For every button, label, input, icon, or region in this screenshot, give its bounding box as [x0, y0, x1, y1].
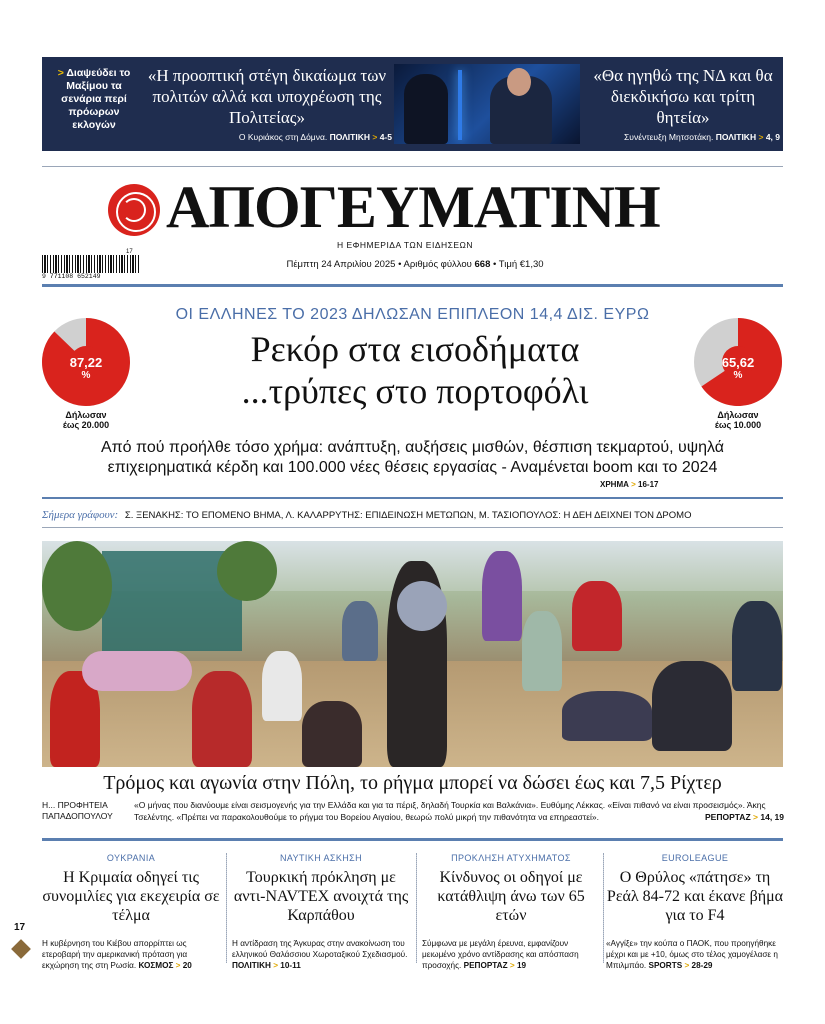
story-summary: Η αντίδραση της Άγκυρας στην ανακοίνωση του ελληνικού Θαλάσσιου Χωροταξικού Σχεδιασμού. ΠΟΛΙΤΙΚΗ > 10-11 [232, 939, 408, 970]
lead-headline[interactable]: Ρεκόρ στα εισοδήματα ...τρύπες στο πορτοφόλι [241, 329, 589, 411]
barcode: 17 9 771108 652149 [42, 255, 142, 281]
photo-story-quotes: «Ο μήνας που διανύουμε είναι σεισμογενής για την Ελλάδα και για τα πέριξ, δηλαδή Τουρκία και Βαλκάνια». Ευθύμης Λέκκας. «Είναι πιθανό να είναι προσεισμός». Άκης Τσελέντης. «Πρέπει να παρακολουθούμε το ρήγμα του Βορείου Αιγαίου, θεωρώ πολύ μικρή την πιθανότητα να επηρεαστεί». ΡΕΠΟΡΤΑΖ > 14, 19 [134, 800, 784, 822]
story-headline: Η Κριμαία οδηγεί τις συνομιλίες για εκεχειρία σε τέλμα [42, 869, 220, 924]
divider [42, 166, 783, 167]
diamond-icon [11, 939, 31, 959]
issue-info: Πέμπτη 24 Απριλίου 2025 • Αριθμός φύλλου 668 • Τιμή €1,30 [286, 259, 544, 270]
banner-quote-right[interactable]: «Θα ηγηθώ της ΝΔ και θα διεκδικήσω και τρίτη θητεία» [593, 66, 773, 127]
barcode-icon [42, 255, 140, 273]
divider [416, 853, 417, 963]
pie-caption-right: Δήλωσαν έως 10.000 [714, 410, 762, 430]
page-reference: ΡΕΠΟΡΤΑΖ > 14, 19 [704, 812, 784, 822]
newspaper-title[interactable]: ΑΠΟΓΕΥΜΑΤΙΝΗ [166, 174, 660, 240]
newspaper-tagline: Η ΕΦΗΜΕΡΙΔΑ ΤΩΝ ΕΙΔΗΣΕΩΝ [336, 240, 474, 250]
columnists-list: Σ. ΞΕΝΑΚΗΣ: ΤΟ ΕΠΟΜΕΝΟ ΒΗΜΑ, Λ. ΚΑΛΑΡΡΥΤΗΣ: ΕΠΙΔΕΙΝΩΣΗ ΜΕΤΩΠΩΝ, Μ. ΤΑΣΙΟΠΟΥΛΟΣ: Η ΔΕΗ ΔΕΙΧΝΕΙ ΤΟΝ ΔΡΟΜΟ [124, 510, 692, 521]
story-summary: Η κυβέρνηση του Κιέβου απορρίπτει ως ετεροβαρή την αμερικανική πρόταση για εκχώρηση της στη Ρωσία. ΚΟΣΜΟΣ > 20 [42, 939, 192, 970]
story-column[interactable] [42, 853, 220, 971]
story-summary: «Αγγίξε» την κούπα ο ΠΑΟΚ, που προηγήθηκε μέχρι και με +10, όμως στο τέλος χαμογέλασε η Μπιλμπάο. SPORTS > 28-29 [606, 939, 778, 970]
divider [603, 853, 604, 963]
pie-caption-left: Δήλωσαν έως 20.000 [62, 410, 110, 430]
page-reference[interactable]: ΧΡΗΜΑ > 16-17 [600, 480, 659, 489]
story-topic: ΟΥΚΡΑΝΙΑ [106, 853, 156, 863]
chevron-right-icon: > [57, 67, 64, 79]
divider [42, 838, 783, 841]
pie-chart-right: 65,62 % [692, 316, 784, 408]
main-news-photo[interactable] [42, 541, 783, 767]
story-headline: Τουρκική πρόκληση με αντι-NAVTEX ανοιχτά της Καρπάθου [233, 869, 409, 924]
banner-quote-left[interactable]: «Η προοπτική στέγη δικαίωμα των πολιτών αλλά και υποχρέωση της Πολιτείας» [147, 66, 387, 127]
columnists-bar [42, 509, 783, 521]
prophecy-note[interactable]: Η... ΠΡΟΦΗΤΕΙΑ ΠΑΠΑΔΟΠΟΥΛΟΥ [42, 800, 113, 821]
story-topic: EUROLEAGUE [661, 853, 729, 863]
page-reference: ΠΟΛΙΤΙΚΗ > 4, 9 [715, 132, 780, 142]
story-summary: Σύμφωνα με μεγάλη έρευνα, εμφανίζουν μειωμένο χρόνο αντίδρασης και απόσπαση προσοχής. ΡΕΠΟΡΤΑΖ > 19 [422, 939, 579, 970]
page-reference: ΠΟΛΙΤΙΚΗ > 4-5 [329, 132, 392, 142]
story-column[interactable] [232, 853, 410, 971]
banner-side-note[interactable]: > Διαψεύδει το Μαξίμου τα σενάρια περί πρόωρων εκλογών [57, 67, 131, 131]
banner-quote-right-attribution: Συνέντευξη Μητσοτάκη. ΠΟΛΙΤΙΚΗ > 4, 9 [624, 132, 780, 142]
story-column[interactable] [606, 853, 784, 971]
interview-photo[interactable] [394, 64, 580, 144]
lead-deck: Από πού προήλθε τόσο χρήμα: ανάπτυξη, αυξήσεις μισθών, θέσπιση τεκμαρτού, υψηλά επιχειρηματικά κέρδη και 100.000 νέες θέσεις εργασίας - Αναμένεται boom και το 2024 [100, 439, 725, 476]
divider [42, 527, 783, 528]
pie-chart-left: 87,22 % [40, 316, 132, 408]
interviewer-silhouette [404, 74, 448, 144]
story-column[interactable] [422, 853, 600, 971]
columnists-label: Σήμερα γράφουν: [42, 509, 119, 521]
page-marker: 17 [14, 922, 26, 933]
story-headline: Κίνδυνος οι οδηγοί με κατάθλιψη άνω των 65 ετών [437, 869, 585, 924]
photo-headline[interactable]: Τρόμος και αγωνία στην Πόλη, το ρήγμα μπορεί να δώσει έως και 7,5 Ρίχτερ [103, 772, 722, 794]
top-banner [42, 57, 783, 151]
divider [42, 497, 783, 499]
story-topic: ΠΡΟΚΛΗΣΗ ΑΤΥΧΗΜΑΤΟΣ [451, 853, 571, 863]
lead-kicker: ΟΙ ΕΛΛΗΝΕΣ ΤΟ 2023 ΔΗΛΩΣΑΝ ΕΠΙΠΛΕΟΝ 14,4 ΔΙΣ. ΕΥΡΩ [175, 306, 650, 323]
story-headline: Ο Θρύλος «πάτησε» τη Ρεάλ 84-72 και έκανε βήμα για το F4 [606, 869, 784, 924]
banner-quote-left-attribution: Ο Κυριάκος στη Δόμνα. ΠΟΛΙΤΙΚΗ > 4-5 [238, 132, 392, 142]
divider [226, 853, 227, 963]
newspaper-logo-icon [108, 184, 160, 236]
divider [42, 284, 783, 287]
story-topic: ΝΑΥΤΙΚΗ ΑΣΚΗΣΗ [279, 853, 363, 863]
